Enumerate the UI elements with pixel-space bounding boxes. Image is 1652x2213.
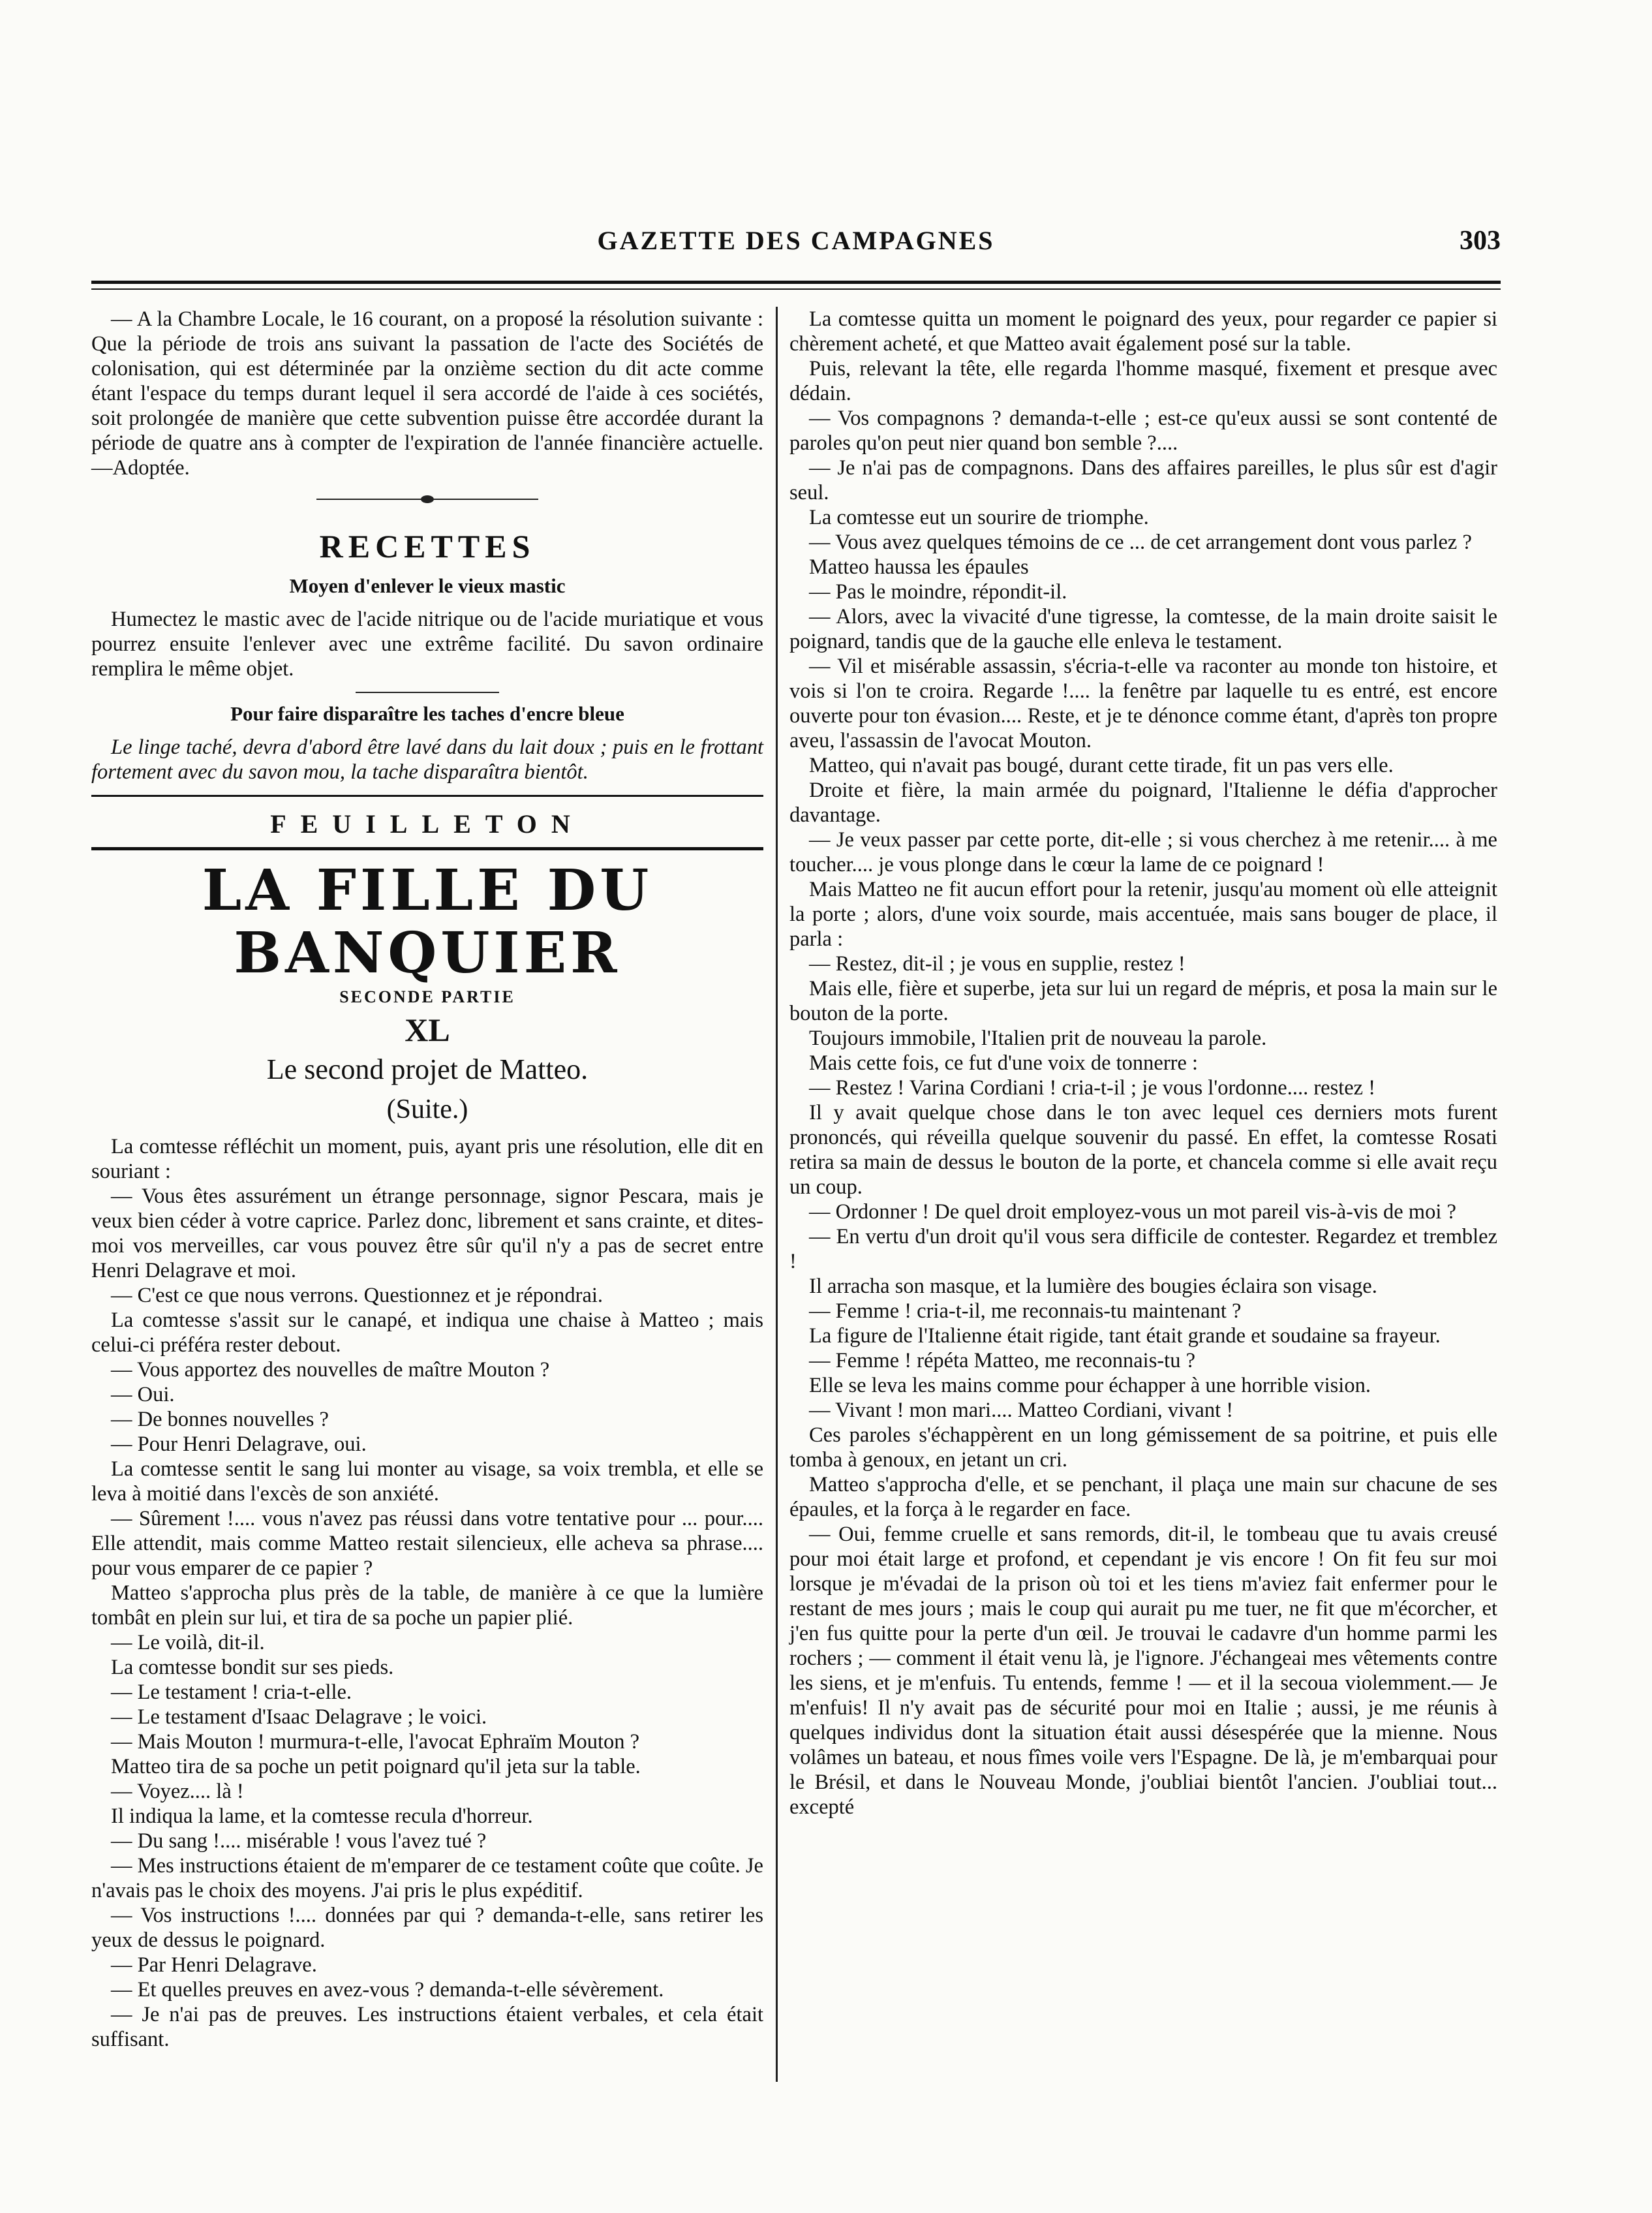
paragraph: Matteo, qui n'avait pas bougé, durant cette tirade, fit un pas vers elle.: [809, 754, 1394, 777]
paragraph: — Pour Henri Delagrave, oui.: [111, 1432, 367, 1456]
mastic-heading: Moyen d'enlever le vieux mastic: [289, 574, 566, 597]
paragraph: — Vous avez quelques témoins de ce ... de cet arrangement dont vous parlez ?: [809, 531, 1472, 554]
paragraph: Matteo s'approcha d'elle, et se penchant, il plaça une main sur chacune de ses épaules, et la força à le regarder en face.: [789, 1473, 1497, 1521]
paragraph: — Le testament ! cria-t-elle.: [111, 1680, 352, 1704]
paragraph: — Le voilà, dit-il.: [111, 1631, 265, 1654]
paragraph: La comtesse s'assit sur le canapé, et indiqua une chaise à Matteo ; mais celui-ci préféra rester debout.: [91, 1308, 763, 1357]
column-divider: [776, 307, 778, 2082]
novel-part: SECONDE PARTIE: [339, 987, 515, 1006]
paragraph: — Vivant ! mon mari.... Matteo Cordiani, vivant !: [809, 1399, 1234, 1422]
suite-label: (Suite.): [386, 1094, 468, 1124]
paragraph: Mais elle, fière et superbe, jeta sur lui un regard de mépris, et posa la main sur le bouton de la porte.: [789, 977, 1497, 1025]
paragraph: — Du sang !.... misérable ! vous l'avez tué ?: [111, 1829, 487, 1853]
paragraph: Mais Matteo ne fit aucun effort pour la retenir, jusqu'au moment où elle atteignit la porte ; alors, d'une voix sourde, mais accentuée, mais sans bouger de place, il parla :: [789, 878, 1497, 951]
paragraph: — En vertu d'un droit qu'il vous sera difficile de contester. Regardez et tremblez !: [789, 1225, 1497, 1273]
left-column: [91, 307, 763, 2052]
paragraph: — Vos instructions !.... données par qui ? demanda-t-elle, sans retirer les yeux de dessus le poignard.: [91, 1904, 763, 1952]
paragraph: — Restez ! Varina Cordiani ! cria-t-il ; je vous l'ordonne.... restez !: [809, 1076, 1376, 1100]
paragraph: Puis, relevant la tête, elle regarda l'homme masqué, fixement et presque avec dédain.: [789, 357, 1497, 405]
paragraph: Ces paroles s'échappèrent en un long gémissement de sa poitrine, et puis elle tomba à genoux, en jetant un cri.: [789, 1423, 1497, 1472]
divider: [356, 692, 499, 693]
paragraph: La comtesse sentit le sang lui monter au visage, sa voix trembla, et elle se leva à moitié dans l'excès de son anxiété.: [91, 1457, 763, 1506]
page-number: 303: [1460, 226, 1501, 256]
right-column: [789, 307, 1497, 1819]
paragraph: — Mes instructions étaient de m'emparer de ce testament coûte que coûte. Je n'avais pas le choix des moyens. J'ai pris le plus expéditif.: [91, 1854, 763, 1902]
paragraph: — Et quelles preuves en avez-vous ? demanda-t-elle sévèrement.: [111, 1978, 664, 2002]
recettes-heading: RECETTES: [319, 528, 536, 565]
paragraph: Elle se leva les mains comme pour échapper à une horrible vision.: [809, 1374, 1371, 1397]
paragraph: Toujours immobile, l'Italien prit de nouveau la parole.: [809, 1027, 1267, 1050]
paragraph: — Ordonner ! De quel droit employez-vous un mot pareil vis-à-vis de moi ?: [809, 1200, 1456, 1224]
paragraph: — Voyez.... là !: [111, 1780, 244, 1803]
paragraph: Mais cette fois, ce fut d'une voix de tonnerre :: [809, 1051, 1199, 1075]
paragraph: — De bonnes nouvelles ?: [111, 1408, 329, 1431]
paragraph: — Vous êtes assurément un étrange personnage, signor Pescara, mais je veux bien céder à votre caprice. Parlez donc, librement et sans crainte, et dites-moi vos merveilles, car vous pouvez être sûr qu'il n'y a pas de secret entre Henri Delagrave et moi.: [91, 1184, 763, 1282]
paragraph: La comtesse quitta un moment le poignard des yeux, pour regarder ce papier si chèrement acheté, et que Matteo avait également posé sur la table.: [789, 307, 1497, 356]
paragraph: — Pas le moindre, répondit-il.: [809, 580, 1067, 604]
paragraph: — Mais Mouton ! murmura-t-elle, l'avocat Ephraïm Mouton ?: [111, 1730, 640, 1754]
paragraph: — Le testament d'Isaac Delagrave ; le voici.: [111, 1705, 487, 1729]
paragraph: — Femme ! répéta Matteo, me reconnais-tu ?: [809, 1349, 1195, 1372]
paragraph: — C'est ce que nous verrons. Questionnez et je répondrai.: [111, 1284, 604, 1307]
paragraph: — Vil et misérable assassin, s'écria-t-elle va raconter au monde ton histoire, et vois si l'on te croira. Regarde !.... la fenêtre par laquelle tu es entré, est encore ouverte pour ton évasion.... Reste, et je te dénonce comme étant, d'après ton propre aveu, l'assassin de l'avocat Mouton.: [789, 655, 1497, 752]
paragraph: — Femme ! cria-t-il, me reconnais-tu maintenant ?: [809, 1299, 1242, 1323]
chapter-number: XL: [405, 1012, 450, 1048]
running-title: GAZETTE DES CAMPAGNES: [597, 226, 995, 255]
paragraph: — Par Henri Delagrave.: [111, 1953, 317, 1977]
paragraph: Matteo s'approcha plus près de la table, de manière à ce que la lumière tombât en plein sur lui, et tira de sa poche un papier plié.: [91, 1581, 763, 1630]
header-rule: [91, 281, 1501, 290]
paragraph: Il arracha son masque, et la lumière des bougies éclaira son visage.: [809, 1275, 1377, 1298]
chambre-paragraph: — A la Chambre Locale, le 16 courant, on a proposé la résolution suivante : Que la période de trois ans suivant la passation de l'acte des Sociétés de colonisation, qui est déterminée par la onzième section du dit acte comme étant l'espace du temps durant lequel il sera accordé de l'aide à ces sociétés, soit prolongée de manière que cette subvention puisse être accordée durant la période de quatre ans à compter de l'expiration de l'année financière actuelle.—Adoptée.: [91, 307, 763, 480]
paragraph: — Restez, dit-il ; je vous en supplie, restez !: [809, 952, 1185, 976]
paragraph: Droite et fière, la main armée du poignard, l'Italienne le défia d'approcher davantage.: [789, 779, 1497, 827]
paragraph: — Vous apportez des nouvelles de maître Mouton ?: [111, 1358, 550, 1382]
page-header: [91, 225, 1501, 264]
left-story-text: [91, 1134, 763, 2052]
feuilleton-banner: FEUILLETON: [91, 795, 763, 850]
paragraph: — Je n'ai pas de compagnons. Dans des affaires pareilles, le plus sûr est d'agir seul.: [789, 456, 1497, 504]
mastic-paragraph: Humectez le mastic avec de l'acide nitrique ou de l'acide muriatique et vous pourrez ensuite l'enlever avec une extrême facilité. Du savon ordinaire remplira le même objet.: [91, 608, 763, 681]
paragraph: — Vos compagnons ? demanda-t-elle ; est-ce qu'eux aussi se sont contenté de paroles qu'on peut nier quand bon semble ?....: [789, 407, 1497, 455]
novel-title: LA FILLE DU BANQUIER: [202, 858, 653, 986]
encre-paragraph: Le linge taché, devra d'abord être lavé dans du lait doux ; puis en le frottant fortement avec du savon mou, la tache disparaîtra bientôt.: [91, 735, 763, 784]
paragraph: La comtesse réfléchit un moment, puis, ayant pris une résolution, elle dit en souriant :: [91, 1135, 763, 1183]
paragraph: Il indiqua la lame, et la comtesse recula d'horreur.: [111, 1804, 533, 1828]
paragraph: — Sûrement !.... vous n'avez pas réussi dans votre tentative pour ... pour.... Elle attendit, mais comme Matteo restait silencieux, elle acheva sa phrase.... pour vous emparer de ce papier ?: [91, 1507, 763, 1580]
ornament-divider: [316, 493, 538, 505]
paragraph: — Je veux passer par cette porte, dit-elle ; si vous cherchez à me retenir.... à me toucher.... je vous plonge dans le cœur la lame de ce poignard !: [789, 828, 1497, 876]
chapter-title: Le second projet de Matteo.: [266, 1053, 589, 1085]
paragraph: La comtesse bondit sur ses pieds.: [111, 1656, 394, 1679]
encre-heading: Pour faire disparaître les taches d'encre bleue: [230, 702, 624, 725]
paragraph: Matteo haussa les épaules: [809, 555, 1029, 579]
paragraph: Il y avait quelque chose dans le ton avec lequel ces derniers mots furent prononcés, qui réveilla quelque souvenir du passé. En effet, la comtesse Rosati retira sa main de dessus le bouton de la porte, et chancela comme si elle avait reçu un coup.: [789, 1101, 1497, 1199]
paragraph: — Alors, avec la vivacité d'une tigresse, la comtesse, de la main droite saisit le poignard, tandis que de la gauche elle enleva le testament.: [789, 605, 1497, 653]
paragraph: Matteo tira de sa poche un petit poignard qu'il jeta sur la table.: [111, 1755, 641, 1778]
paragraph: La comtesse eut un sourire de triomphe.: [809, 506, 1149, 529]
paragraph: La figure de l'Italienne était rigide, tant était grande et soudaine sa frayeur.: [809, 1324, 1441, 1348]
paragraph: — Oui.: [111, 1383, 175, 1406]
paragraph: — Oui, femme cruelle et sans remords, dit-il, le tombeau que tu avais creusé pour moi était large et profond, et cependant je vis encore ! On fit feu sur moi lorsque je m'évadai de la prison où toi et les tiens m'aviez fait enfermer pour le restant de mes jours ; mais le coup qui aurait pu me tuer, ne fit que m'écorcher, et j'en fus quitte pour la perte d'un œil. Je trouvai le cadavre d'un homme parmi les rochers ; — comment il était venu là, je l'ignore. J'échangeai mes vêtements contre les siens, et je m'enfuis. Tu entends, femme ! — et il la secoua violemment.— Je m'enfuis! Il n'y avait pas de sécurité pour moi en Italie ; aussi, je me réunis à quelques individus dont la situation était aussi désespérée que la mienne. Nous volâmes un bateau, et nous fîmes voile vers l'Espagne. De là, je m'embarquai pour le Brésil, et dans le Nouveau Monde, j'oubliai bientôt l'ancien. J'oubliai tout... excepté: [789, 1523, 1497, 1819]
paragraph: — Je n'ai pas de preuves. Les instructions étaient verbales, et cela était suffisant.: [91, 2003, 763, 2051]
